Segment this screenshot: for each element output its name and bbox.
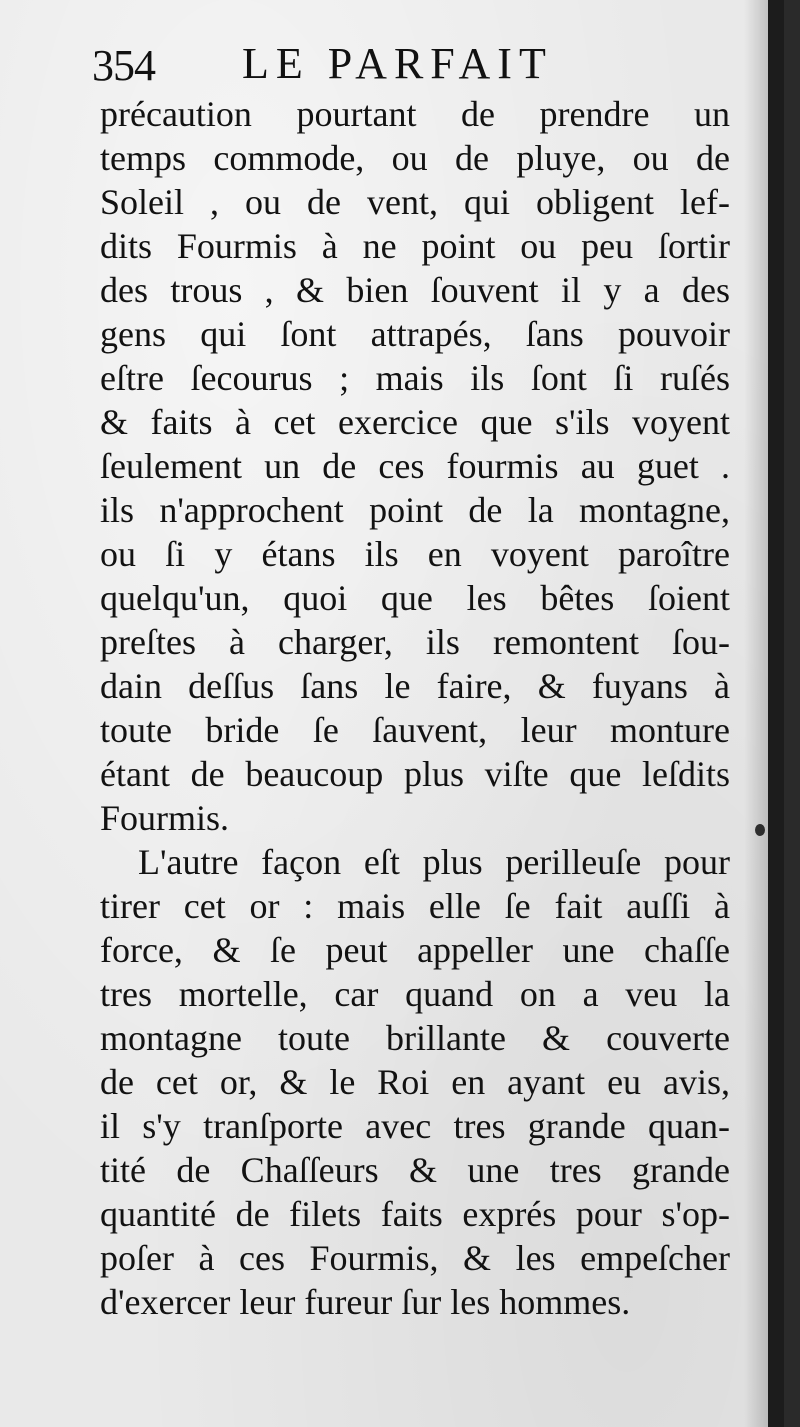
text-line: tité de Chaſſeurs & une tres grande [100, 1150, 730, 1190]
text-line: poſer à ces Fourmis, & les empeſcher [100, 1238, 730, 1278]
text-line: preſtes à charger, ils remontent ſou- [100, 622, 730, 662]
running-head: LE PARFAIT [242, 39, 553, 88]
text-line: force, & ſe peut appeller une chaſſe [100, 930, 730, 970]
text-line: Fourmis. [100, 798, 230, 838]
body-text [100, 92, 730, 1324]
text-line: L'autre façon eſt plus perilleuſe pour [138, 842, 730, 882]
text-line: tirer cet or : mais elle ſe fait auſſi à [100, 886, 730, 926]
text-line: eſtre ſecourus ; mais ils ſont ſi ruſés [100, 358, 730, 398]
text-line: tres mortelle, car quand on a veu la [100, 974, 730, 1014]
text-line: Soleil , ou de vent, qui obligent lef- [100, 182, 730, 222]
text-line: dits Fourmis à ne point ou peu ſortir [100, 226, 730, 266]
text-line: précaution pourtant de prendre un [100, 94, 730, 134]
paragraph [100, 840, 730, 1324]
text-line: & faits à cet exercice que s'ils voyent [100, 402, 730, 442]
page-header [92, 36, 732, 96]
text-line: dain deſſus ſans le faire, & fuyans à [100, 666, 730, 706]
text-line: ſeulement un de ces fourmis au guet . [100, 446, 730, 486]
text-line: montagne toute brillante & couverte [100, 1018, 730, 1058]
paragraph [100, 92, 730, 840]
text-line: il s'y tranſporte avec tres grande quan- [100, 1106, 730, 1146]
page-edge [768, 0, 784, 1427]
text-line: temps commode, ou de pluye, ou de [100, 138, 730, 178]
text-line: ou ſi y étans ils en voyent paroître [100, 534, 730, 574]
text-line: quantité de filets faits exprés pour s'op- [100, 1194, 730, 1234]
text-line: quelqu'un, quoi que les bêtes ſoient [100, 578, 730, 618]
text-line: des trous , & bien ſouvent il y a des [100, 270, 730, 310]
page-number: 354 [92, 41, 155, 90]
text-line: de cet or, & le Roi en ayant eu avis, [100, 1062, 730, 1102]
text-line: toute bride ſe ſauvent, leur monture [100, 710, 730, 750]
text-line: étant de beaucoup plus viſte que leſdits [100, 754, 730, 794]
text-line: ils n'approchent point de la montagne, [100, 490, 730, 530]
text-line: gens qui ſont attrapés, ſans pouvoir [100, 314, 730, 354]
text-line: d'exercer leur fureur ſur les hommes. [100, 1282, 631, 1322]
